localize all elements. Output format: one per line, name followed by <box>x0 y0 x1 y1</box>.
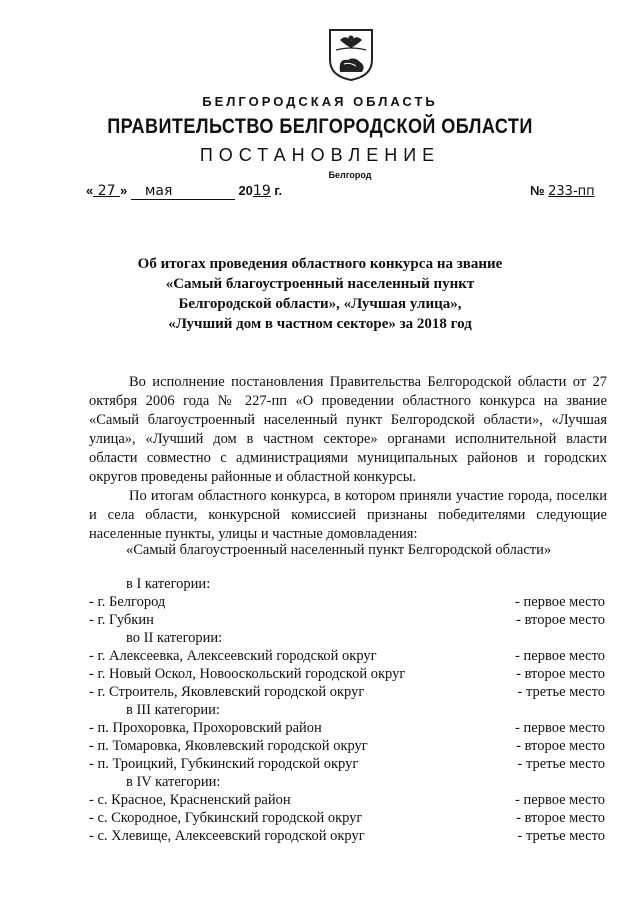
date-month: мая <box>131 183 235 200</box>
category-label: в I категории: <box>126 576 211 592</box>
place-label: - третье место <box>517 756 605 772</box>
place-label: - первое место <box>515 720 605 736</box>
locality-name: - п. Томаровка, Яковлевский городской округ <box>89 738 368 754</box>
winners-list <box>89 575 605 845</box>
date-year-prefix: 20 <box>238 183 253 198</box>
list-item <box>89 593 605 611</box>
title-line: «Самый благоустроенный населенный пункт <box>165 276 475 292</box>
list-item <box>89 719 605 737</box>
place-label: - первое место <box>515 792 605 808</box>
list-item <box>89 737 605 755</box>
list-item <box>89 809 605 827</box>
place-label: - второе место <box>516 738 605 754</box>
title-line: «Лучший дом в частном секторе» за 2018 год <box>168 316 472 332</box>
list-item <box>89 791 605 809</box>
place-label: - третье место <box>517 684 605 700</box>
date-year-suffix: 19 <box>252 183 271 199</box>
date-year-unit: г. <box>274 183 283 198</box>
date-day: 27 <box>97 183 116 199</box>
title-line: Об итогах проведения областного конкурса на звание <box>137 256 503 272</box>
place-label: - второе место <box>516 666 605 682</box>
body-paragraph: По итогам областного конкурса, в котором приняли участие города, поселки и села области, конкурсной комиссией признаны победителями следующие населенные пункты, улицы и частные домовладения: <box>89 488 607 542</box>
locality-name: - г. Новый Оскол, Новооскольский городской округ <box>89 666 406 682</box>
locality-name: - с. Скородное, Губкинский городской округ <box>89 810 363 826</box>
list-item <box>89 755 605 773</box>
number-prefix: № <box>530 183 545 198</box>
locality-name: - г. Губкин <box>89 612 154 628</box>
locality-name: - п. Прохоровка, Прохоровский район <box>89 720 322 736</box>
title-line: Белгородской области», «Лучшая улица», <box>178 296 462 312</box>
locality-name: - г. Алексеевка, Алексеевский городской округ <box>89 648 377 664</box>
government-heading: ПРАВИТЕЛЬСТВО БЕЛГОРОДСКОЙ ОБЛАСТИ <box>107 115 533 138</box>
place-label: - первое место <box>515 594 605 610</box>
category-label: в IV категории: <box>126 774 221 790</box>
date-close-quote: » <box>119 183 128 198</box>
decree-date <box>86 183 282 200</box>
locality-name: - г. Белгород <box>89 594 166 610</box>
decree-body <box>89 373 607 544</box>
list-item <box>89 647 605 665</box>
place-label: - третье место <box>517 828 605 844</box>
section-heading: «Самый благоустроенный населенный пункт Белгородской области» <box>126 542 552 558</box>
list-item <box>89 827 605 845</box>
date-open-quote: « <box>86 183 94 198</box>
region-heading: БЕЛГОРОДСКАЯ ОБЛАСТЬ <box>202 94 438 109</box>
locality-name: - с. Красное, Красненский район <box>89 792 291 808</box>
number-value: 233-пп <box>548 184 595 199</box>
place-label: - первое место <box>515 648 605 664</box>
coat-of-arms-icon <box>328 28 374 82</box>
document-type: ПОСТАНОВЛЕНИЕ <box>199 145 441 165</box>
decree-number <box>530 183 595 199</box>
list-item <box>89 665 605 683</box>
body-paragraph: Во исполнение постановления Правительства Белгородской области от 27 октября 2006 года № 227-пп «О проведении областного конкурса на звание «Самый благоустроенный населенный пункт Белгородской области», «Лучшая улица», «Лучший дом в частном секторе» органами исполнительной власти области совместно с администрациями муниципальных районов и городских округов проведены районные и областной конкурсы. <box>89 374 607 485</box>
list-item <box>89 611 605 629</box>
place-label: - второе место <box>516 810 605 826</box>
locality-name: - п. Троицкий, Губкинский городской округ <box>89 756 359 772</box>
locality-name: - г. Строитель, Яковлевский городской округ <box>89 684 365 700</box>
place-label: - второе место <box>516 612 605 628</box>
decree-title <box>0 254 640 334</box>
locality-name: - с. Хлевище, Алексеевский городской округ <box>89 828 365 844</box>
list-item <box>89 683 605 701</box>
category-label: во II категории: <box>126 630 223 646</box>
city-label: Белгород <box>328 170 372 180</box>
category-label: в III категории: <box>126 702 220 718</box>
